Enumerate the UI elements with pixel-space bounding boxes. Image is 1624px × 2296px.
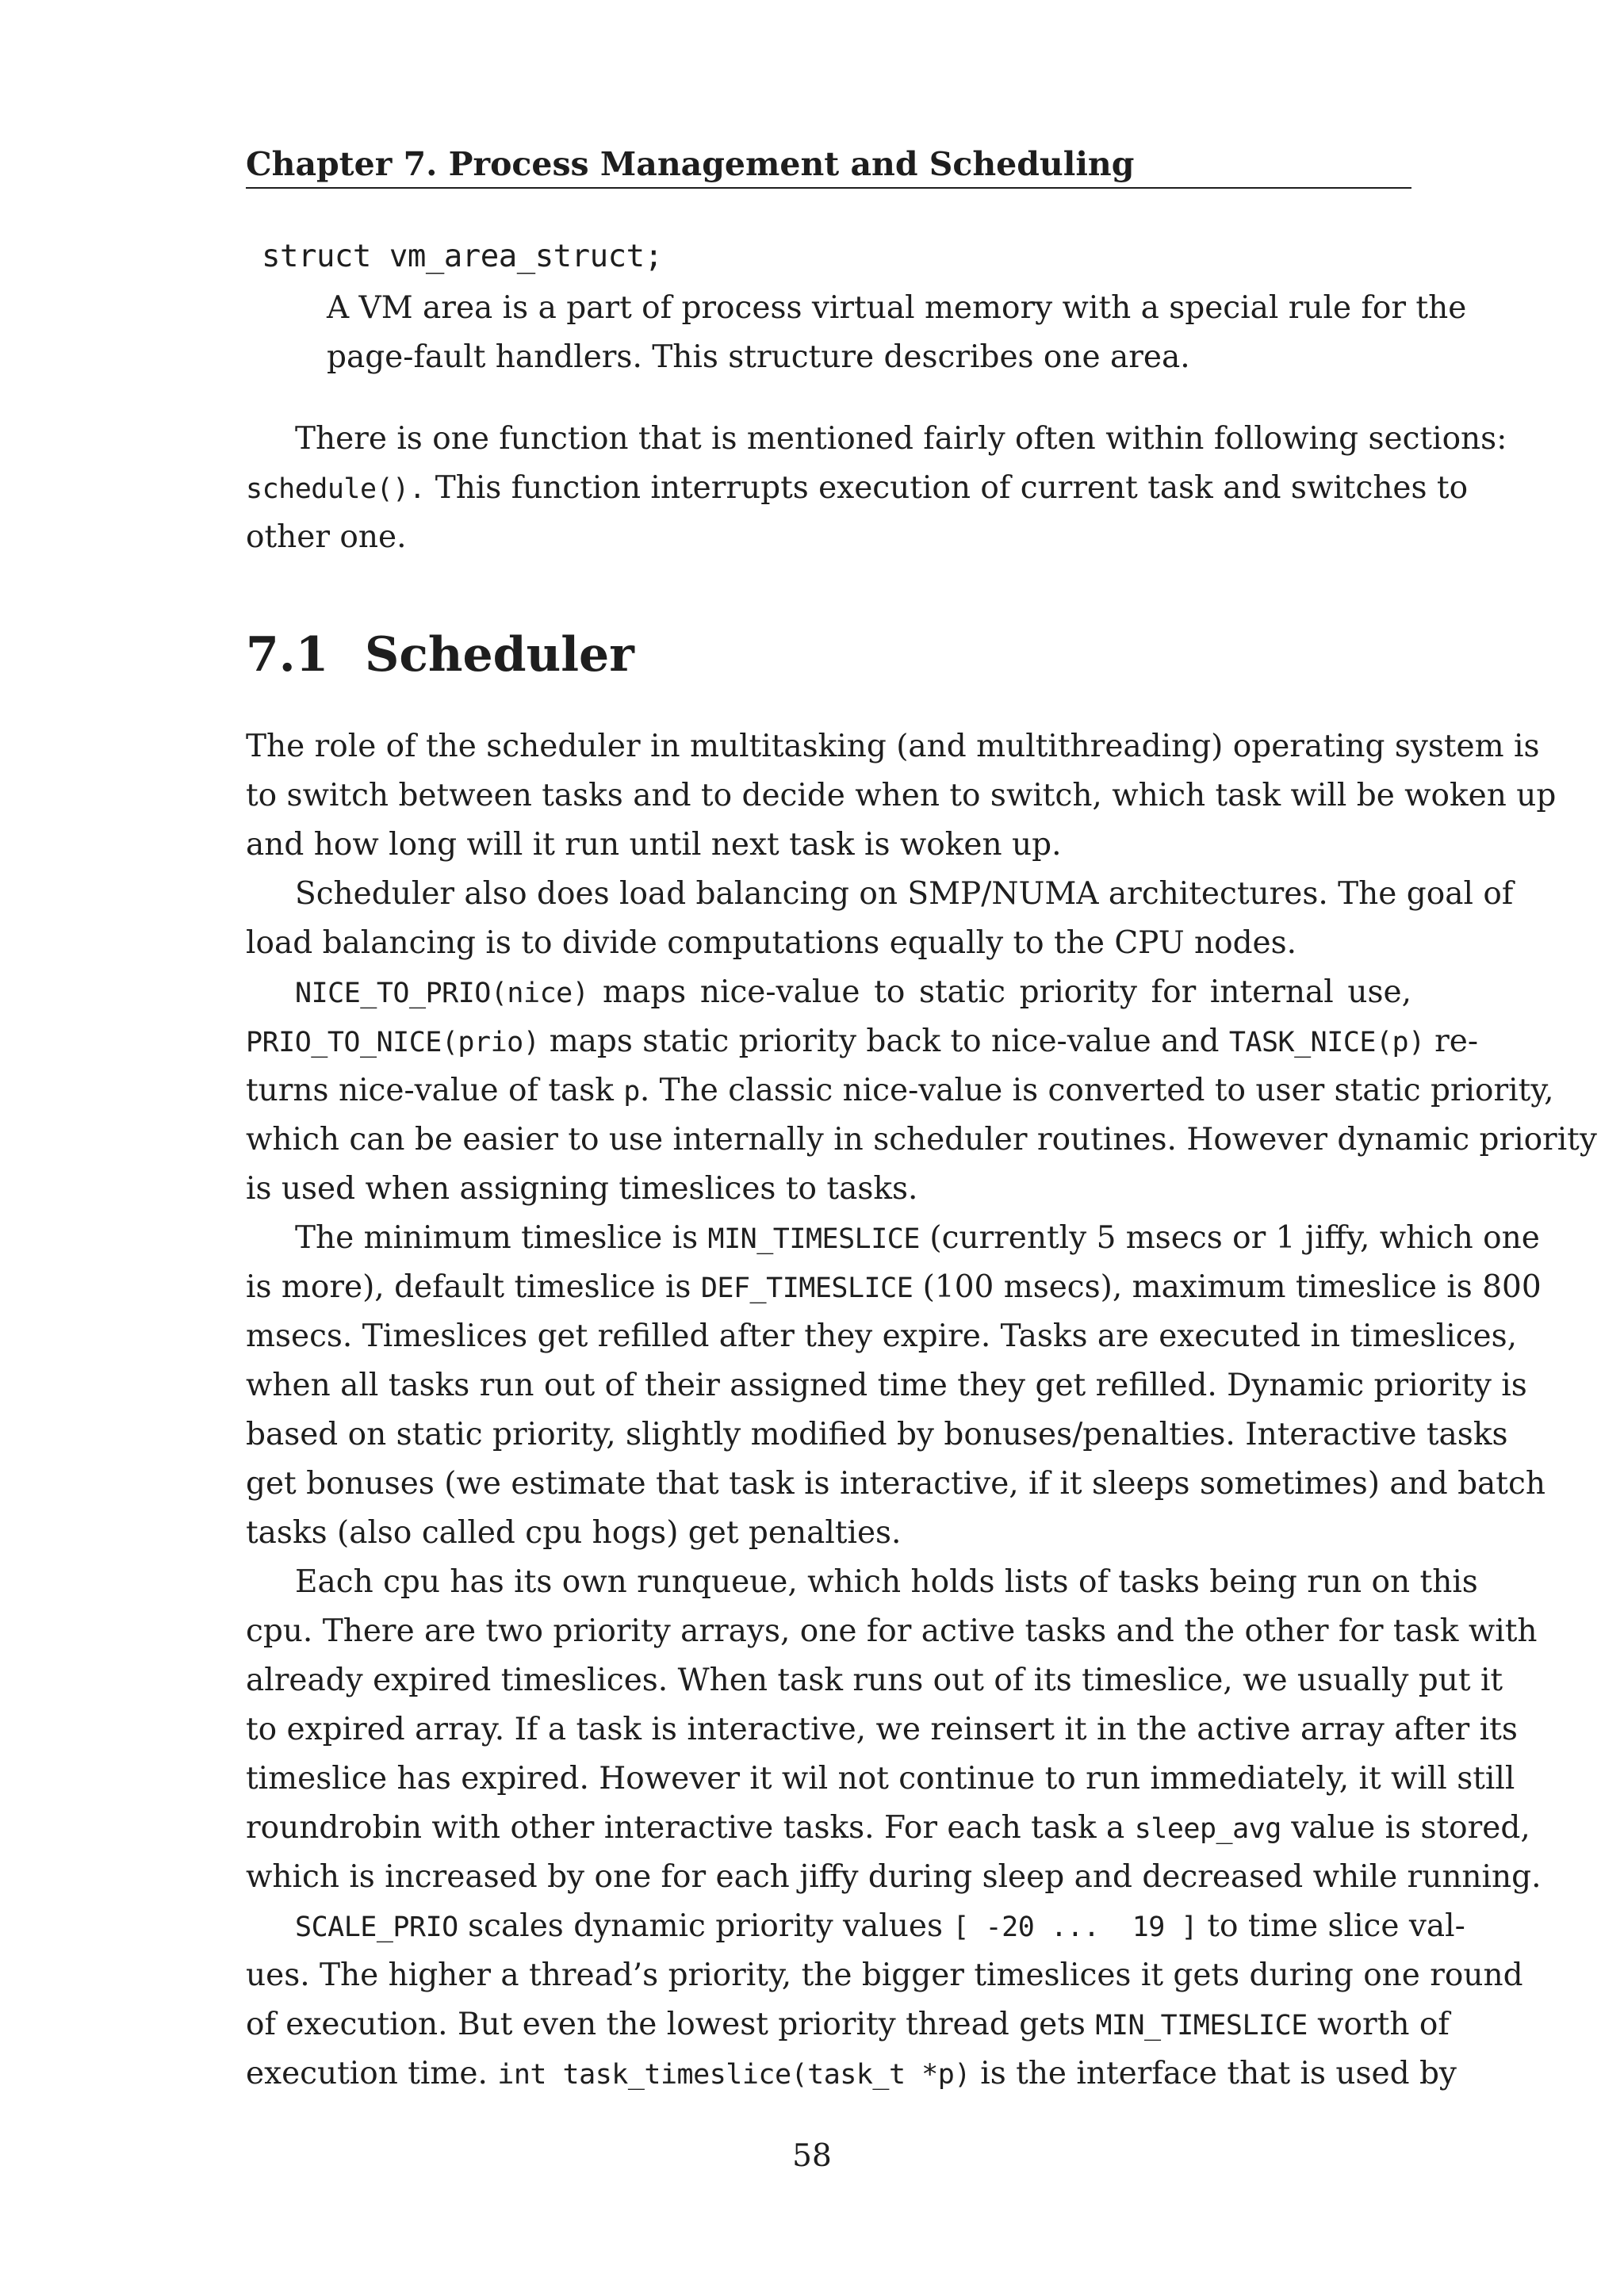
body-line: execution time. int task_timeslice(task_t *p) is the interface that is used by <box>246 2056 1457 2091</box>
inline-code: int task_timeslice(task_t *p) <box>497 2059 971 2091</box>
intro-line: other one. <box>246 519 407 555</box>
intro-line: There is one function that is mentioned fairly often within following sections: <box>295 421 1507 457</box>
body-line: when all tasks run out of their assigned time they get refilled. Dynamic priority is <box>246 1368 1527 1403</box>
inline-code: TASK_NICE(p) <box>1228 1027 1425 1058</box>
body-line: to switch between tasks and to decide when to switch, which task will be woken up <box>246 778 1557 813</box>
body-line: Scheduler also does load balancing on SMP/NUMA architectures. The goal of <box>295 876 1514 912</box>
body-line: of execution. But even the lowest priority thread gets MIN_TIMESLICE worth of <box>246 2007 1450 2042</box>
body-line: NICE_TO_PRIO(nice) maps nice-value to static priority for internal use, <box>295 974 1411 1010</box>
body-line: already expired timeslices. When task runs out of its timeslice, we usually put it <box>246 1663 1503 1698</box>
inline-code: [ -20 ... 19 ] <box>952 1911 1197 1943</box>
running-head: Chapter 7. Process Management and Scheduling <box>246 145 1135 183</box>
body-line: and how long will it run until next task is woken up. <box>246 827 1062 863</box>
body-line: which is increased by one for each jiffy during sleep and decreased while running. <box>246 1859 1542 1895</box>
section-number: 7.1 <box>246 627 329 683</box>
section-heading <box>246 626 634 683</box>
inline-code: sleep_avg <box>1134 1813 1281 1845</box>
body-line: is more), default timeslice is DEF_TIMESLICE (100 msecs), maximum timeslice is 800 <box>246 1269 1542 1305</box>
inline-code: MIN_TIMESLICE <box>707 1223 920 1255</box>
body-line: msecs. Timeslices get refilled after they expire. Tasks are executed in timeslices, <box>246 1318 1517 1354</box>
body-line: is used when assigning timeslices to tasks. <box>246 1171 918 1207</box>
body-line: timeslice has expired. However it wil not continue to run immediately, it will still <box>246 1761 1515 1797</box>
body-line: load balancing is to divide computations equally to the CPU nodes. <box>246 925 1297 961</box>
page-number: 58 <box>792 2138 832 2174</box>
inline-code: NICE_TO_PRIO(nice) <box>295 978 589 1009</box>
header-rule <box>246 187 1411 189</box>
body-line: get bonuses (we estimate that task is interactive, if it sleeps sometimes) and batch <box>246 1466 1545 1502</box>
body-line: Each cpu has its own runqueue, which holds lists of tasks being run on this <box>295 1564 1478 1600</box>
definition-term: struct vm_area_struct; <box>262 239 663 274</box>
definition-desc-line: A VM area is a part of process virtual memory with a special rule for the <box>327 290 1467 326</box>
body-line: tasks (also called cpu hogs) get penalties. <box>246 1515 902 1551</box>
body-line: roundrobin with other interactive tasks. For each task a sleep_avg value is stored, <box>246 1810 1530 1846</box>
body-line: The role of the scheduler in multitasking (and multithreading) operating system is <box>246 729 1540 764</box>
body-line: cpu. There are two priority arrays, one for active tasks and the other for task with <box>246 1613 1538 1649</box>
inline-code: p <box>623 1076 640 1108</box>
inline-code: MIN_TIMESLICE <box>1095 2010 1308 2042</box>
inline-code: PRIO_TO_NICE(prio) <box>246 1027 540 1058</box>
body-line: SCALE_PRIO scales dynamic priority values [ -20 ... 19 ] to time slice val- <box>295 1908 1465 1944</box>
section-title: Scheduler <box>365 627 634 683</box>
inline-code: SCALE_PRIO <box>295 1911 458 1943</box>
definition-desc-line: page-fault handlers. This structure describes one area. <box>327 339 1190 375</box>
body-line: ues. The higher a thread’s priority, the bigger timeslices it gets during one round <box>246 1957 1523 1993</box>
body-line: to expired array. If a task is interactive, we reinsert it in the active array after its <box>246 1712 1518 1747</box>
body-line: which can be easier to use internally in scheduler routines. However dynamic priority <box>246 1122 1597 1158</box>
inline-code: DEF_TIMESLICE <box>700 1272 914 1304</box>
body-line: based on static priority, slightly modified by bonuses/penalties. Interactive tasks <box>246 1417 1508 1452</box>
body-line: The minimum timeslice is MIN_TIMESLICE (currently 5 msecs or 1 jiffy, which one <box>295 1220 1540 1256</box>
intro-line: schedule(). This function interrupts execution of current task and switches to <box>246 470 1469 506</box>
inline-code: schedule(). <box>246 473 426 505</box>
body-line: turns nice-value of task p. The classic nice-value is converted to user static priority, <box>246 1073 1554 1108</box>
body-line: PRIO_TO_NICE(prio) maps static priority back to nice-value and TASK_NICE(p) re- <box>246 1024 1479 1059</box>
